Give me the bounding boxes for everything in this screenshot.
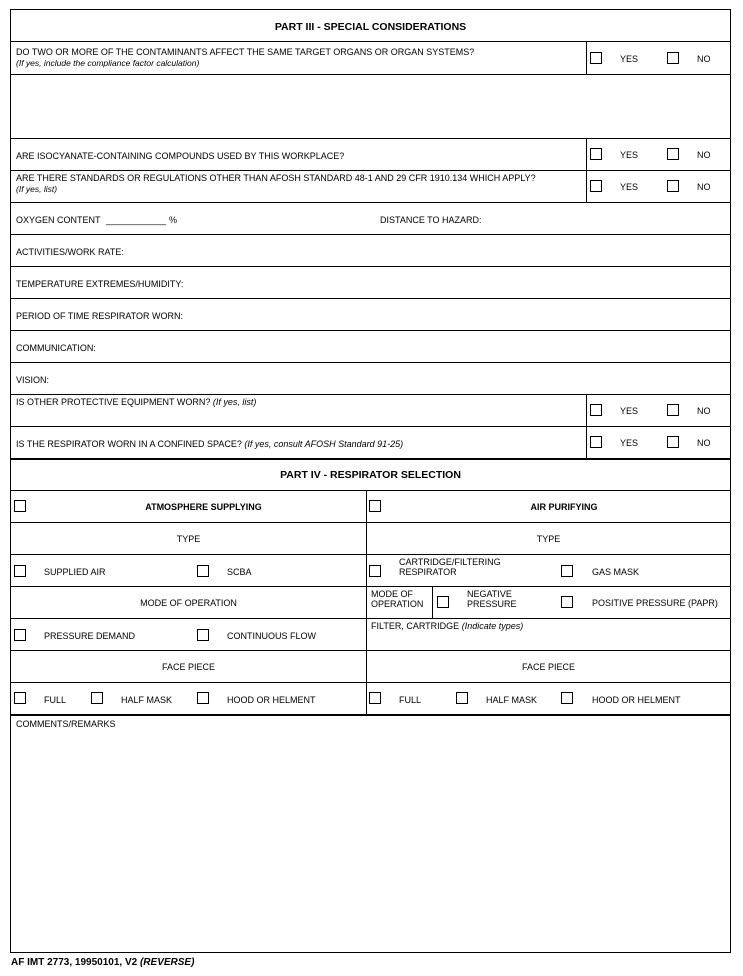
organs-calculation-area[interactable] [11,75,730,137]
oxygen-unit: % [169,215,178,225]
oxygen-content-field[interactable]: ____________ [106,215,167,225]
communication-label: COMMUNICATION: [16,343,96,353]
divider [11,330,730,331]
temperature-label: TEMPERATURE EXTREMES/HUMIDITY: [16,279,184,289]
atmosphere-supplying-heading: ATMOSPHERE SUPPLYING [145,502,262,512]
left-hood-checkbox[interactable] [197,692,209,704]
no-label: NO [697,438,711,448]
yes-label: YES [620,438,639,448]
distance-to-hazard-label: DISTANCE TO HAZARD: [380,215,482,225]
form-side: (REVERSE) [139,957,195,968]
part3-title: PART III - SPECIAL CONSIDERATIONS [274,21,467,33]
section-divider [11,714,730,716]
supplied-air-checkbox[interactable] [14,565,26,577]
divider [11,554,730,555]
yes-label: YES [620,54,639,64]
left-face-piece-label: FACE PIECE [161,662,215,672]
divider [11,266,730,267]
filter-cartridge-label: FILTER, CARTRIDGE (Indicate types) [371,621,524,631]
no-label: NO [697,150,711,160]
divider [586,138,587,170]
divider [11,170,730,171]
right-full-label: FULL [399,695,422,705]
divider [11,41,730,42]
divider [432,586,433,618]
yes-label: YES [620,182,639,192]
yes-label: YES [620,406,639,416]
right-half-mask-checkbox[interactable] [456,692,468,704]
divider [11,138,730,139]
negative-pressure-label: NEGATIVE PRESSURE [467,589,517,609]
cartridge-respirator-label: CARTRIDGE/FILTERING RESPIRATOR [399,557,501,577]
divider [11,202,730,203]
negative-pressure-checkbox[interactable] [437,596,449,608]
question-other-standards: ARE THERE STANDARDS OR REGULATIONS OTHER THAN AFOSH STANDARD 48-1 AND 29 CFR 1910.134 WHICH APPLY? [16,173,536,183]
pressure-demand-label: PRESSURE DEMAND [44,631,136,641]
organs-no-checkbox[interactable] [667,52,679,64]
left-hood-label: HOOD OR HELMENT [227,695,316,705]
protective-yes-checkbox[interactable] [590,404,602,416]
gas-mask-checkbox[interactable] [561,565,573,577]
right-half-mask-label: HALF MASK [486,695,538,705]
isocyanate-no-checkbox[interactable] [667,148,679,160]
atmosphere-supplying-checkbox[interactable] [14,500,26,512]
question-isocyanate: ARE ISOCYANATE-CONTAINING COMPOUNDS USED BY THIS WORKPLACE? [16,151,345,161]
right-type-label: TYPE [536,534,561,544]
form-page [10,9,731,953]
positive-pressure-checkbox[interactable] [561,596,573,608]
right-hood-label: HOOD OR HELMENT [592,695,681,705]
scba-label: SCBA [227,567,252,577]
standards-no-checkbox[interactable] [667,180,679,192]
divider [586,426,587,458]
right-mode-label: MODE OF OPERATION [371,589,424,609]
divider [586,394,587,426]
comments-label: COMMENTS/REMARKS [16,719,116,729]
left-half-mask-label: HALF MASK [121,695,173,705]
column-divider [366,490,367,714]
right-full-checkbox[interactable] [369,692,381,704]
divider [11,650,730,651]
form-id: AF IMT 2773, 19950101, V2 [11,957,138,968]
right-hood-checkbox[interactable] [561,692,573,704]
organs-yes-checkbox[interactable] [590,52,602,64]
yes-label: YES [620,150,639,160]
left-type-label: TYPE [176,534,201,544]
no-label: NO [697,406,711,416]
supplied-air-label: SUPPLIED AIR [44,567,106,577]
divider [11,522,730,523]
positive-pressure-label: POSITIVE PRESSURE (PAPR) [592,598,718,608]
continuous-flow-label: CONTINUOUS FLOW [227,631,316,641]
right-face-piece-label: FACE PIECE [521,662,575,672]
divider [11,618,730,619]
divider [11,394,730,395]
no-label: NO [697,182,711,192]
activities-label: ACTIVITIES/WORK RATE: [16,247,124,257]
question-target-organs: DO TWO OR MORE OF THE CONTAMINANTS AFFECT THE SAME TARGET ORGANS OR ORGAN SYSTEMS? [16,47,475,57]
left-full-label: FULL [44,695,67,705]
protective-no-checkbox[interactable] [667,404,679,416]
scba-checkbox[interactable] [197,565,209,577]
part4-title: PART IV - RESPIRATOR SELECTION [280,469,461,481]
divider [586,170,587,202]
cartridge-respirator-checkbox[interactable] [369,565,381,577]
left-full-checkbox[interactable] [14,692,26,704]
no-label: NO [697,54,711,64]
question-target-organs-note: (If yes, include the compliance factor calculation) [16,58,200,68]
divider [11,362,730,363]
confined-no-checkbox[interactable] [667,436,679,448]
divider [11,426,730,427]
form-footer [11,957,194,968]
period-worn-label: PERIOD OF TIME RESPIRATOR WORN: [16,311,184,321]
gas-mask-label: GAS MASK [592,567,640,577]
divider [11,490,730,491]
divider [11,234,730,235]
pressure-demand-checkbox[interactable] [14,629,26,641]
comments-area[interactable] [11,732,730,950]
left-mode-label: MODE OF OPERATION [140,598,237,608]
divider [11,586,730,587]
divider [586,41,587,74]
confined-yes-checkbox[interactable] [590,436,602,448]
question-confined-space: IS THE RESPIRATOR WORN IN A CONFINED SPACE? (If yes, consult AFOSH Standard 91-25) [16,439,404,449]
question-other-standards-note: (If yes, list) [16,184,58,194]
section-divider [11,458,730,460]
left-half-mask-checkbox[interactable] [91,692,103,704]
standards-yes-checkbox[interactable] [590,180,602,192]
continuous-flow-checkbox[interactable] [197,629,209,641]
vision-label: VISION: [16,375,50,385]
divider [11,298,730,299]
air-purifying-heading: AIR PURIFYING [530,502,598,512]
question-protective-equipment: IS OTHER PROTECTIVE EQUIPMENT WORN? (If yes, list) [16,397,257,407]
air-purifying-checkbox[interactable] [369,500,381,512]
isocyanate-yes-checkbox[interactable] [590,148,602,160]
divider [11,682,730,683]
oxygen-content-label: OXYGEN CONTENT [16,215,101,225]
